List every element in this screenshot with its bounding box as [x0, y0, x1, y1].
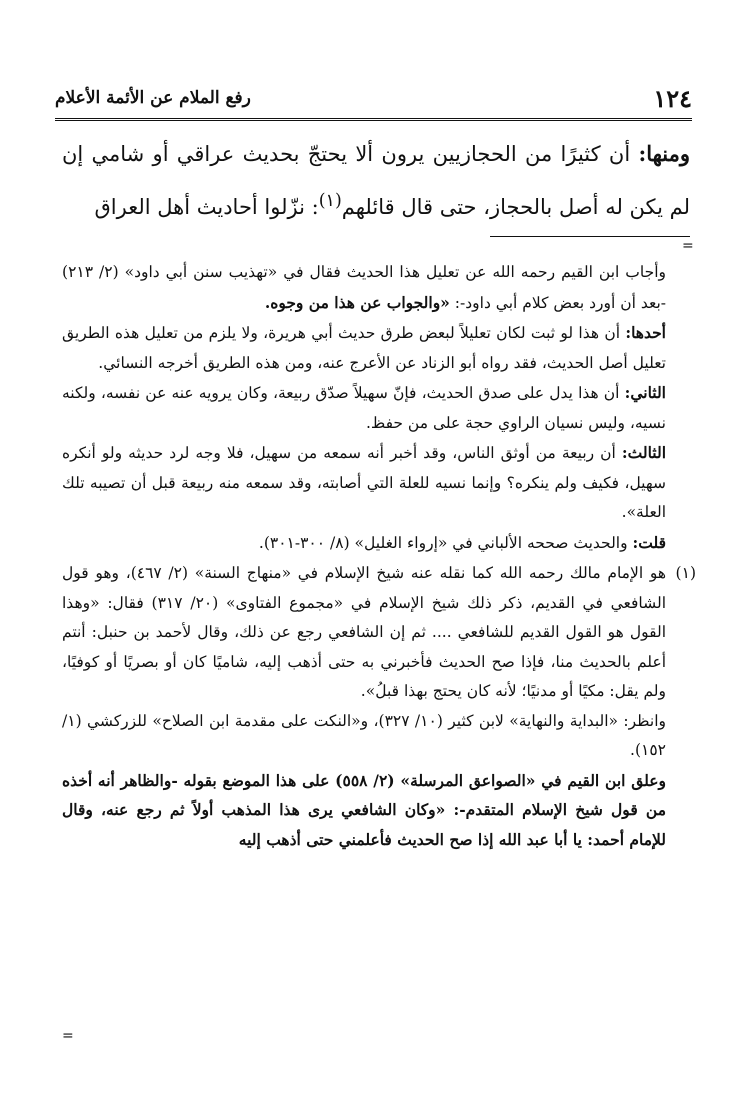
point-1-text: أن هذا لو ثبت لكان تعليلاً لبعض طرق حديث أبي هريرة، ولا يلزم من تعليل هذه الطريق تعليل أصل الحديث، فقد رواه أبو الزناد عن الأعرج عنه، ومن هذه الطريق أخرجه النسائي. [62, 324, 666, 372]
continued-mark: = [682, 238, 694, 254]
point-3-label: الثالث: [621, 443, 666, 462]
main-text-ending: : نزّلوا أحاديث أهل العراق [94, 195, 319, 219]
main-paragraph [62, 130, 690, 231]
note-label: قلت: [632, 532, 666, 552]
continued-paragraph-4 [62, 438, 666, 528]
footnote-1-paragraph-3: وعلق ابن القيم في «الصواعق المرسلة» (٢/ ٥٥٨) على هذا الموضع بقوله -والظاهر أنه أخذه من قول شيخ الإسلام المتقدم-: «وكان الشافعي يرى هذا المذهب أولاً ثم رجع عنه، وقال للإمام أحمد: يا أبا عبد الله إذا صح الحديث فأعلمني حتى أذهب إليه [62, 770, 667, 849]
main-text-body: أن كثيرًا من الحجازيين يرون ألا يحتجّ بحديث عراقي أو شامي إن لم يكن له أصل بالحجاز، حتى قال قائلهم [62, 142, 690, 219]
footnote-separator [490, 236, 690, 237]
point-1-label: أحدها: [625, 323, 666, 342]
continues-mark: = [62, 1028, 74, 1044]
running-title: رفع الملام عن الأئمة الأعلام [55, 88, 251, 108]
footnote-1 [62, 559, 696, 854]
page-number: ١٢٤ [653, 83, 692, 113]
main-lead: ومنها: [638, 141, 690, 166]
continued-footnote [62, 258, 690, 558]
point-2-text: أن هذا يدل على صدق الحديث، فإنّ سهيلاً صدّق ربيعة، وكان يرويه عنه عن نفسه، ولكنه نسيه، وليس نسيان الراوي حجة على من حفظ. [62, 384, 666, 432]
footnote-1-paragraph-1: هو الإمام مالك رحمه الله كما نقله عنه شيخ الإسلام في «منهاج السنة» (٢/ ٤٦٧)، وهو قول الشافعي في القديم، ذكر ذلك شيخ الإسلام في «مجموع الفتاوى» (٢٠/ ٣١٧) فقال: «وهذا القول هو القول القديم للشافعي .... ثم إن الشافعي رجع عن ذلك، وقال لأحمد بن حنبل: أنتم أعلم بالحديث منا، فإذا صح الحديث فأخبرني به حتى أذهب إليه، شاميًا كان أو بصريًا أو كوفيًا، ولم يقل: مكيًا أو مدنيًا؛ لأنه كان يحتج بهذا قبلُ». [62, 564, 666, 700]
point-2-label: الثاني: [624, 383, 666, 402]
continued-text-1: وأجاب ابن القيم رحمه الله عن تعليل هذا الحديث فقال في «تهذيب سنن أبي داود» (٢/ ٢١٣) -بعد أن أورد بعض كلام أبي داود-: [62, 263, 666, 312]
footnote-number: (١) [675, 564, 696, 582]
footnote-1-paragraph-2: وانظر: «البداية والنهاية» لابن كثير (١٠/ ٣٢٧)، و«النكت على مقدمة ابن الصلاح» للزركشي (١/ ١٥٢). [62, 711, 667, 759]
continued-paragraph-5 [62, 528, 666, 559]
footnote-reference: (١) [318, 191, 342, 211]
continued-text-1-bold: «والجواب عن هذا من وجوه. [264, 292, 450, 312]
page-header [55, 82, 692, 121]
footnotes [62, 258, 696, 854]
continued-paragraph-2 [62, 318, 666, 378]
note-text: والحديث صححه الألباني في «إرواء الغليل» (٨/ ٣٠٠-٣٠١). [258, 533, 633, 552]
main-text [62, 130, 690, 231]
point-3-text: أن ربيعة من أوثق الناس، وقد أخبر أنه سمعه من سهيل، فلا وجه لرد حديثه ولو أنكره سهيل، فكيف ولم ينكره؟ وإنما نسيه للعلة التي أصابته، وقد سمعه منه ربيعة قبل أن تصيبه تلك العلة». [62, 444, 666, 521]
continued-paragraph-1 [62, 258, 666, 318]
continued-paragraph-3 [62, 378, 666, 438]
